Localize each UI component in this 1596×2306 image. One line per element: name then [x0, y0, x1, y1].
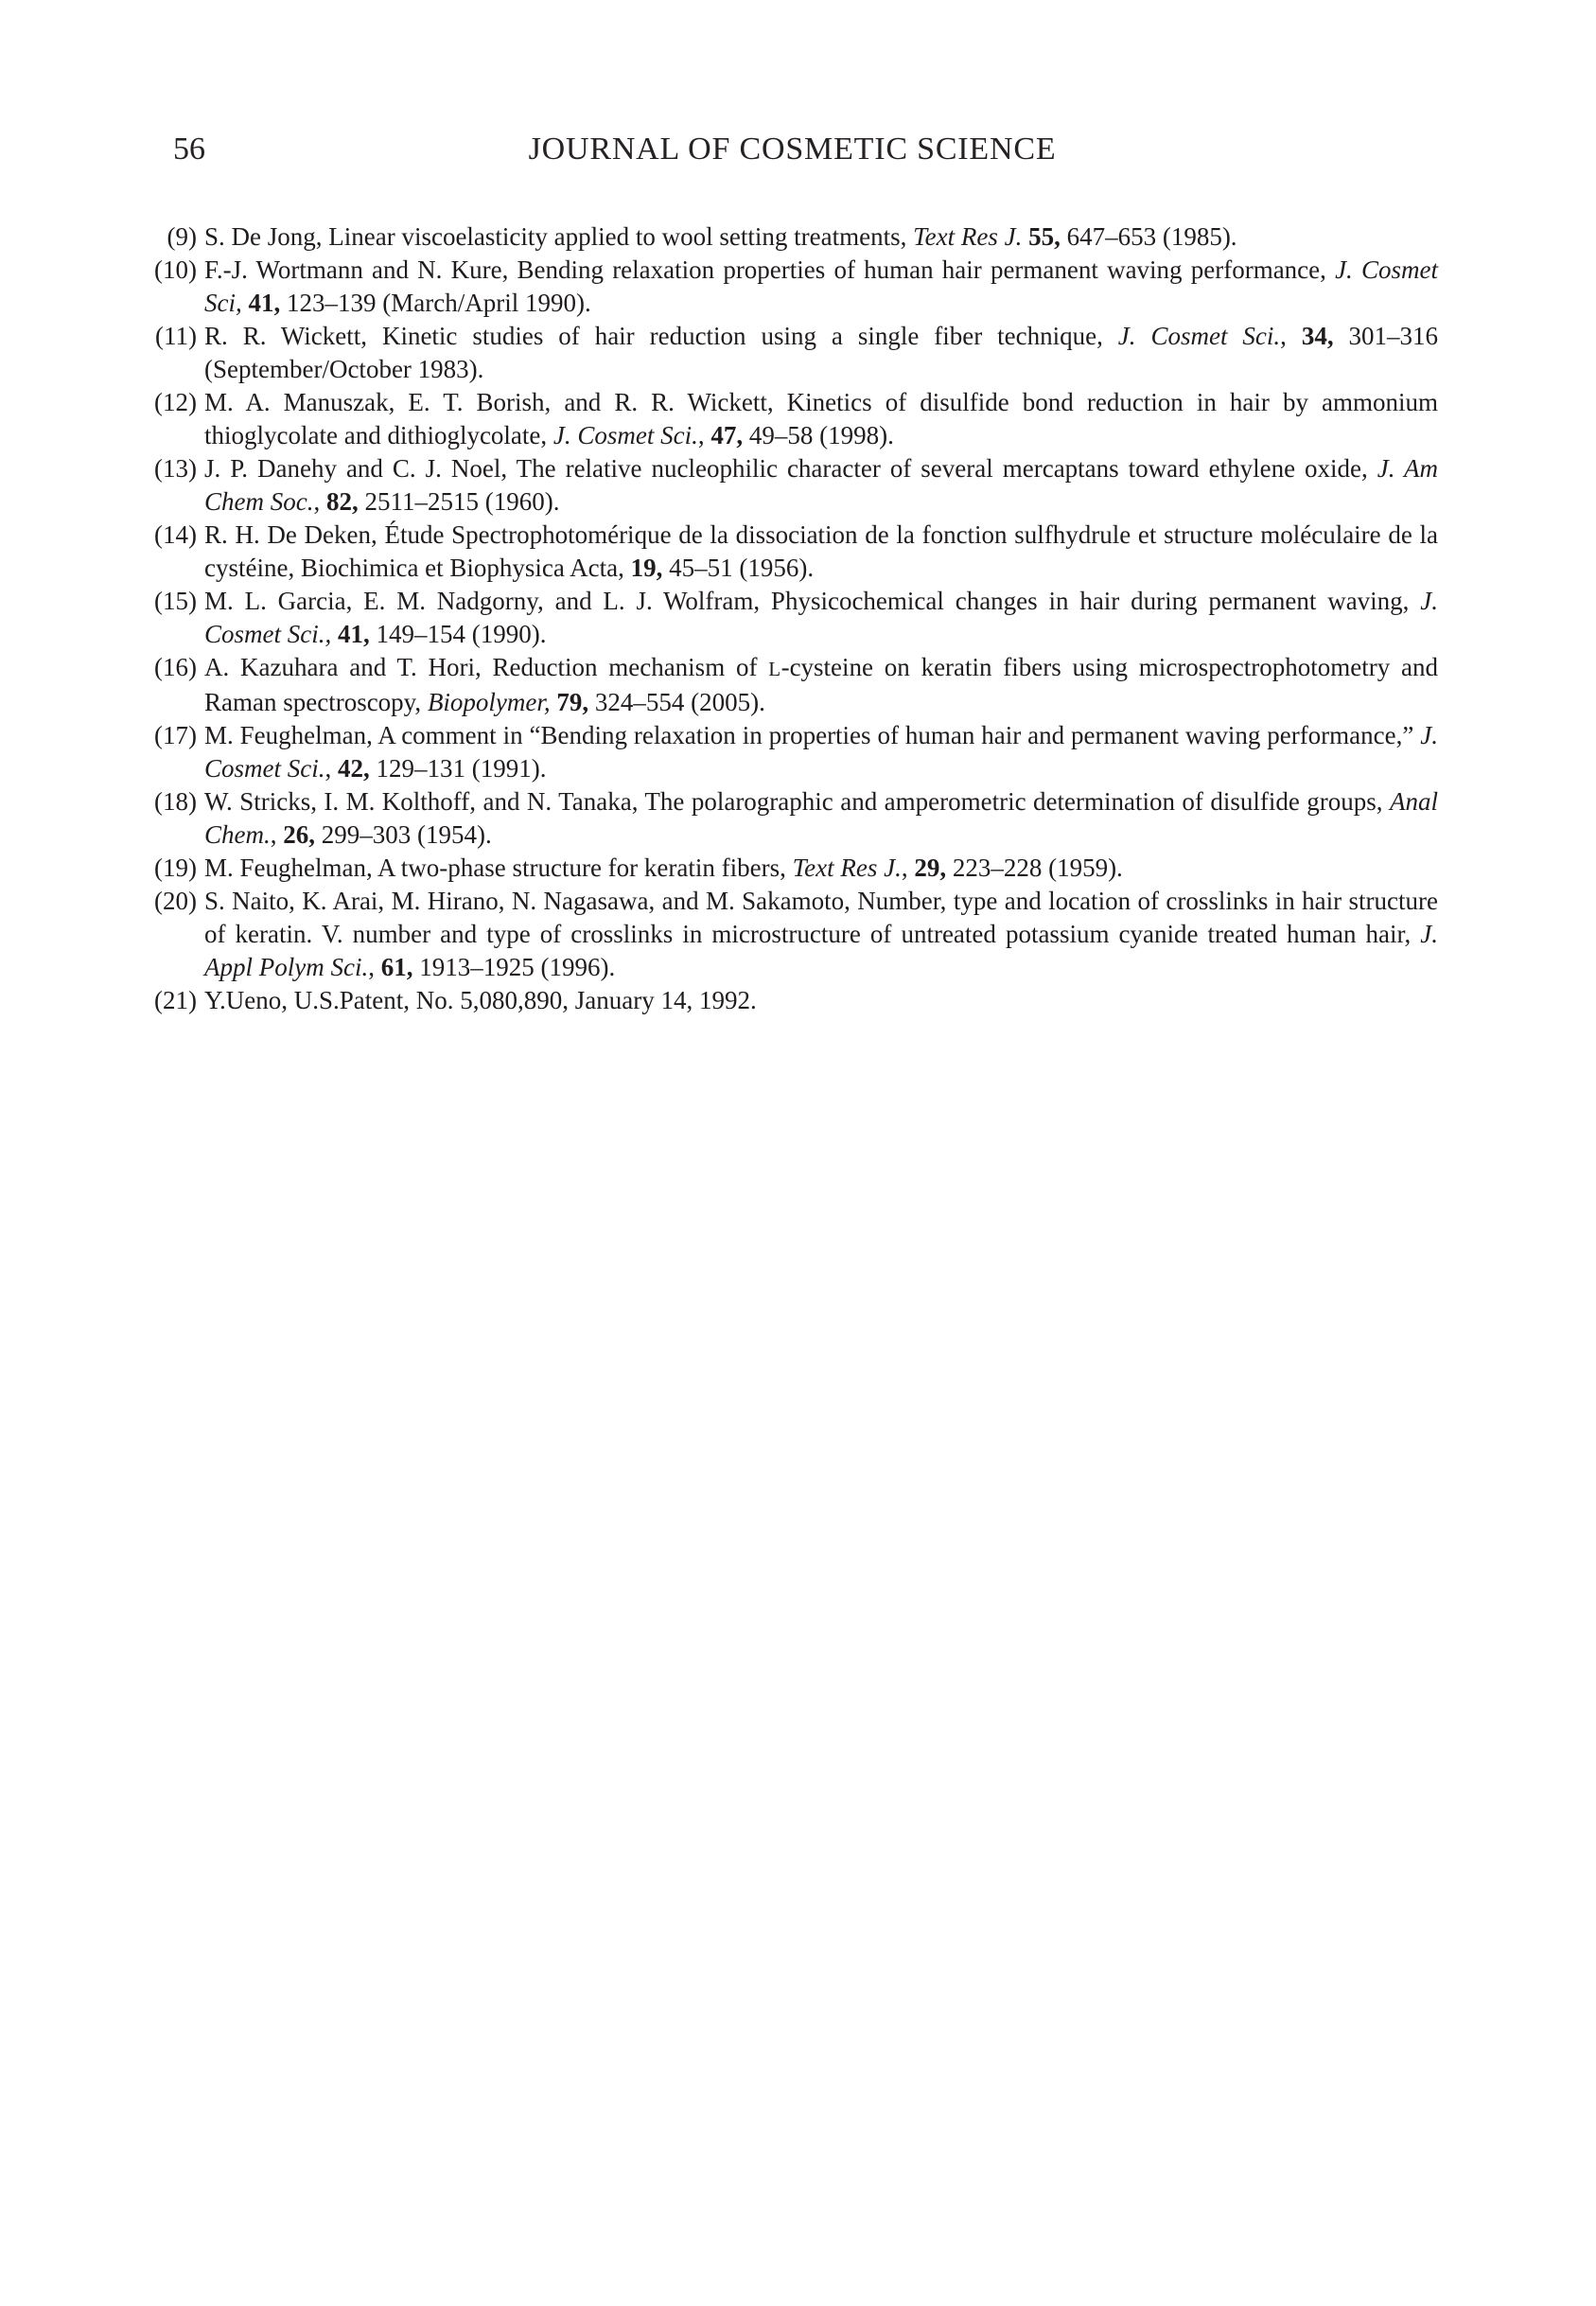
reference-text: S. De Jong, Linear viscoelasticity applied to wool setting treatments, Text Res J. 55, 647–653 (1985). — [204, 222, 1237, 251]
reference-number: (21) — [154, 986, 197, 1014]
reference-number: (12) — [154, 388, 197, 416]
reference-text: Y.Ueno, U.S.Patent, No. 5,080,890, January 14, 1992. — [204, 986, 757, 1014]
reference-item — [144, 719, 1438, 785]
reference-text: A. Kazuhara and T. Hori, Reduction mechanism of L-cysteine on keratin fibers using microspectrophotometry and Raman spectroscopy, Biopolymer, 79, 324–554 (2005). — [204, 653, 1438, 716]
reference-item — [144, 220, 1438, 254]
reference-item — [144, 519, 1438, 585]
reference-item — [144, 785, 1438, 852]
reference-text: S. Naito, K. Arai, M. Hirano, N. Nagasawa, and M. Sakamoto, Number, type and location of crosslinks in hair structure of keratin. V. number and type of crosslinks in microstructure of untreated potassium cyanide treated human hair, J. Appl Polym Sci., 61, 1913–1925 (1996). — [204, 887, 1438, 981]
reference-text: M. A. Manuszak, E. T. Borish, and R. R. Wickett, Kinetics of disulfide bond reduction in hair by ammonium thioglycolate and dithioglycolate, J. Cosmet Sci., 47, 49–58 (1998). — [204, 388, 1438, 449]
reference-number: (9) — [167, 222, 197, 251]
reference-text: M. L. Garcia, E. M. Nadgorny, and L. J. Wolfram, Physicochemical changes in hair during permanent waving, J. Cosmet Sci., 41, 149–154 (1990). — [204, 587, 1438, 648]
reference-item — [144, 852, 1438, 885]
reference-number: (16) — [154, 653, 197, 681]
reference-text: M. Feughelman, A comment in “Bending relaxation in properties of human hair and permanent waving performance,” J. Cosmet Sci., 42, 129–131 (1991). — [204, 721, 1438, 783]
reference-number: (13) — [154, 454, 197, 483]
reference-number: (17) — [154, 721, 197, 749]
reference-text: R. R. Wickett, Kinetic studies of hair reduction using a single fiber technique, J. Cosmet Sci., 34, 301–316 (September/October 1983). — [204, 322, 1438, 383]
reference-number: (11) — [155, 322, 197, 350]
reference-item — [144, 386, 1438, 452]
reference-number: (18) — [154, 787, 197, 816]
reference-number: (14) — [154, 520, 197, 549]
reference-item — [144, 452, 1438, 519]
reference-list — [144, 220, 1438, 1017]
reference-number: (20) — [154, 887, 197, 915]
reference-number: (19) — [154, 854, 197, 882]
page-number: 56 — [173, 132, 205, 167]
reference-number: (15) — [154, 587, 197, 615]
journal-title: JOURNAL OF COSMETIC SCIENCE — [528, 132, 1057, 167]
reference-item — [144, 254, 1438, 320]
reference-number: (10) — [154, 255, 197, 284]
reference-item — [144, 984, 1438, 1017]
reference-item — [144, 320, 1438, 386]
running-head — [147, 131, 1438, 172]
reference-text: M. Feughelman, A two-phase structure for keratin fibers, Text Res J., 29, 223–228 (1959). — [204, 854, 1123, 882]
reference-item — [144, 885, 1438, 984]
reference-text: F.-J. Wortmann and N. Kure, Bending relaxation properties of human hair permanent waving performance, J. Cosmet Sci, 41, 123–139 (March/April 1990). — [204, 255, 1438, 317]
reference-text: W. Stricks, I. M. Kolthoff, and N. Tanaka, The polarographic and amperometric determination of disulfide groups, Anal Chem., 26, 299–303 (1954). — [204, 787, 1438, 849]
reference-item — [144, 585, 1438, 651]
reference-item — [144, 651, 1438, 719]
reference-text: J. P. Danehy and C. J. Noel, The relative nucleophilic character of several mercaptans toward ethylene oxide, J. Am Chem Soc., 82, 2511–2515 (1960). — [204, 454, 1438, 516]
reference-text: R. H. De Deken, Étude Spectrophotomérique de la dissociation de la fonction sulfhydrule et structure moléculaire de la cystéine, Biochimica et Biophysica Acta, 19, 45–51 (1956). — [204, 520, 1438, 582]
